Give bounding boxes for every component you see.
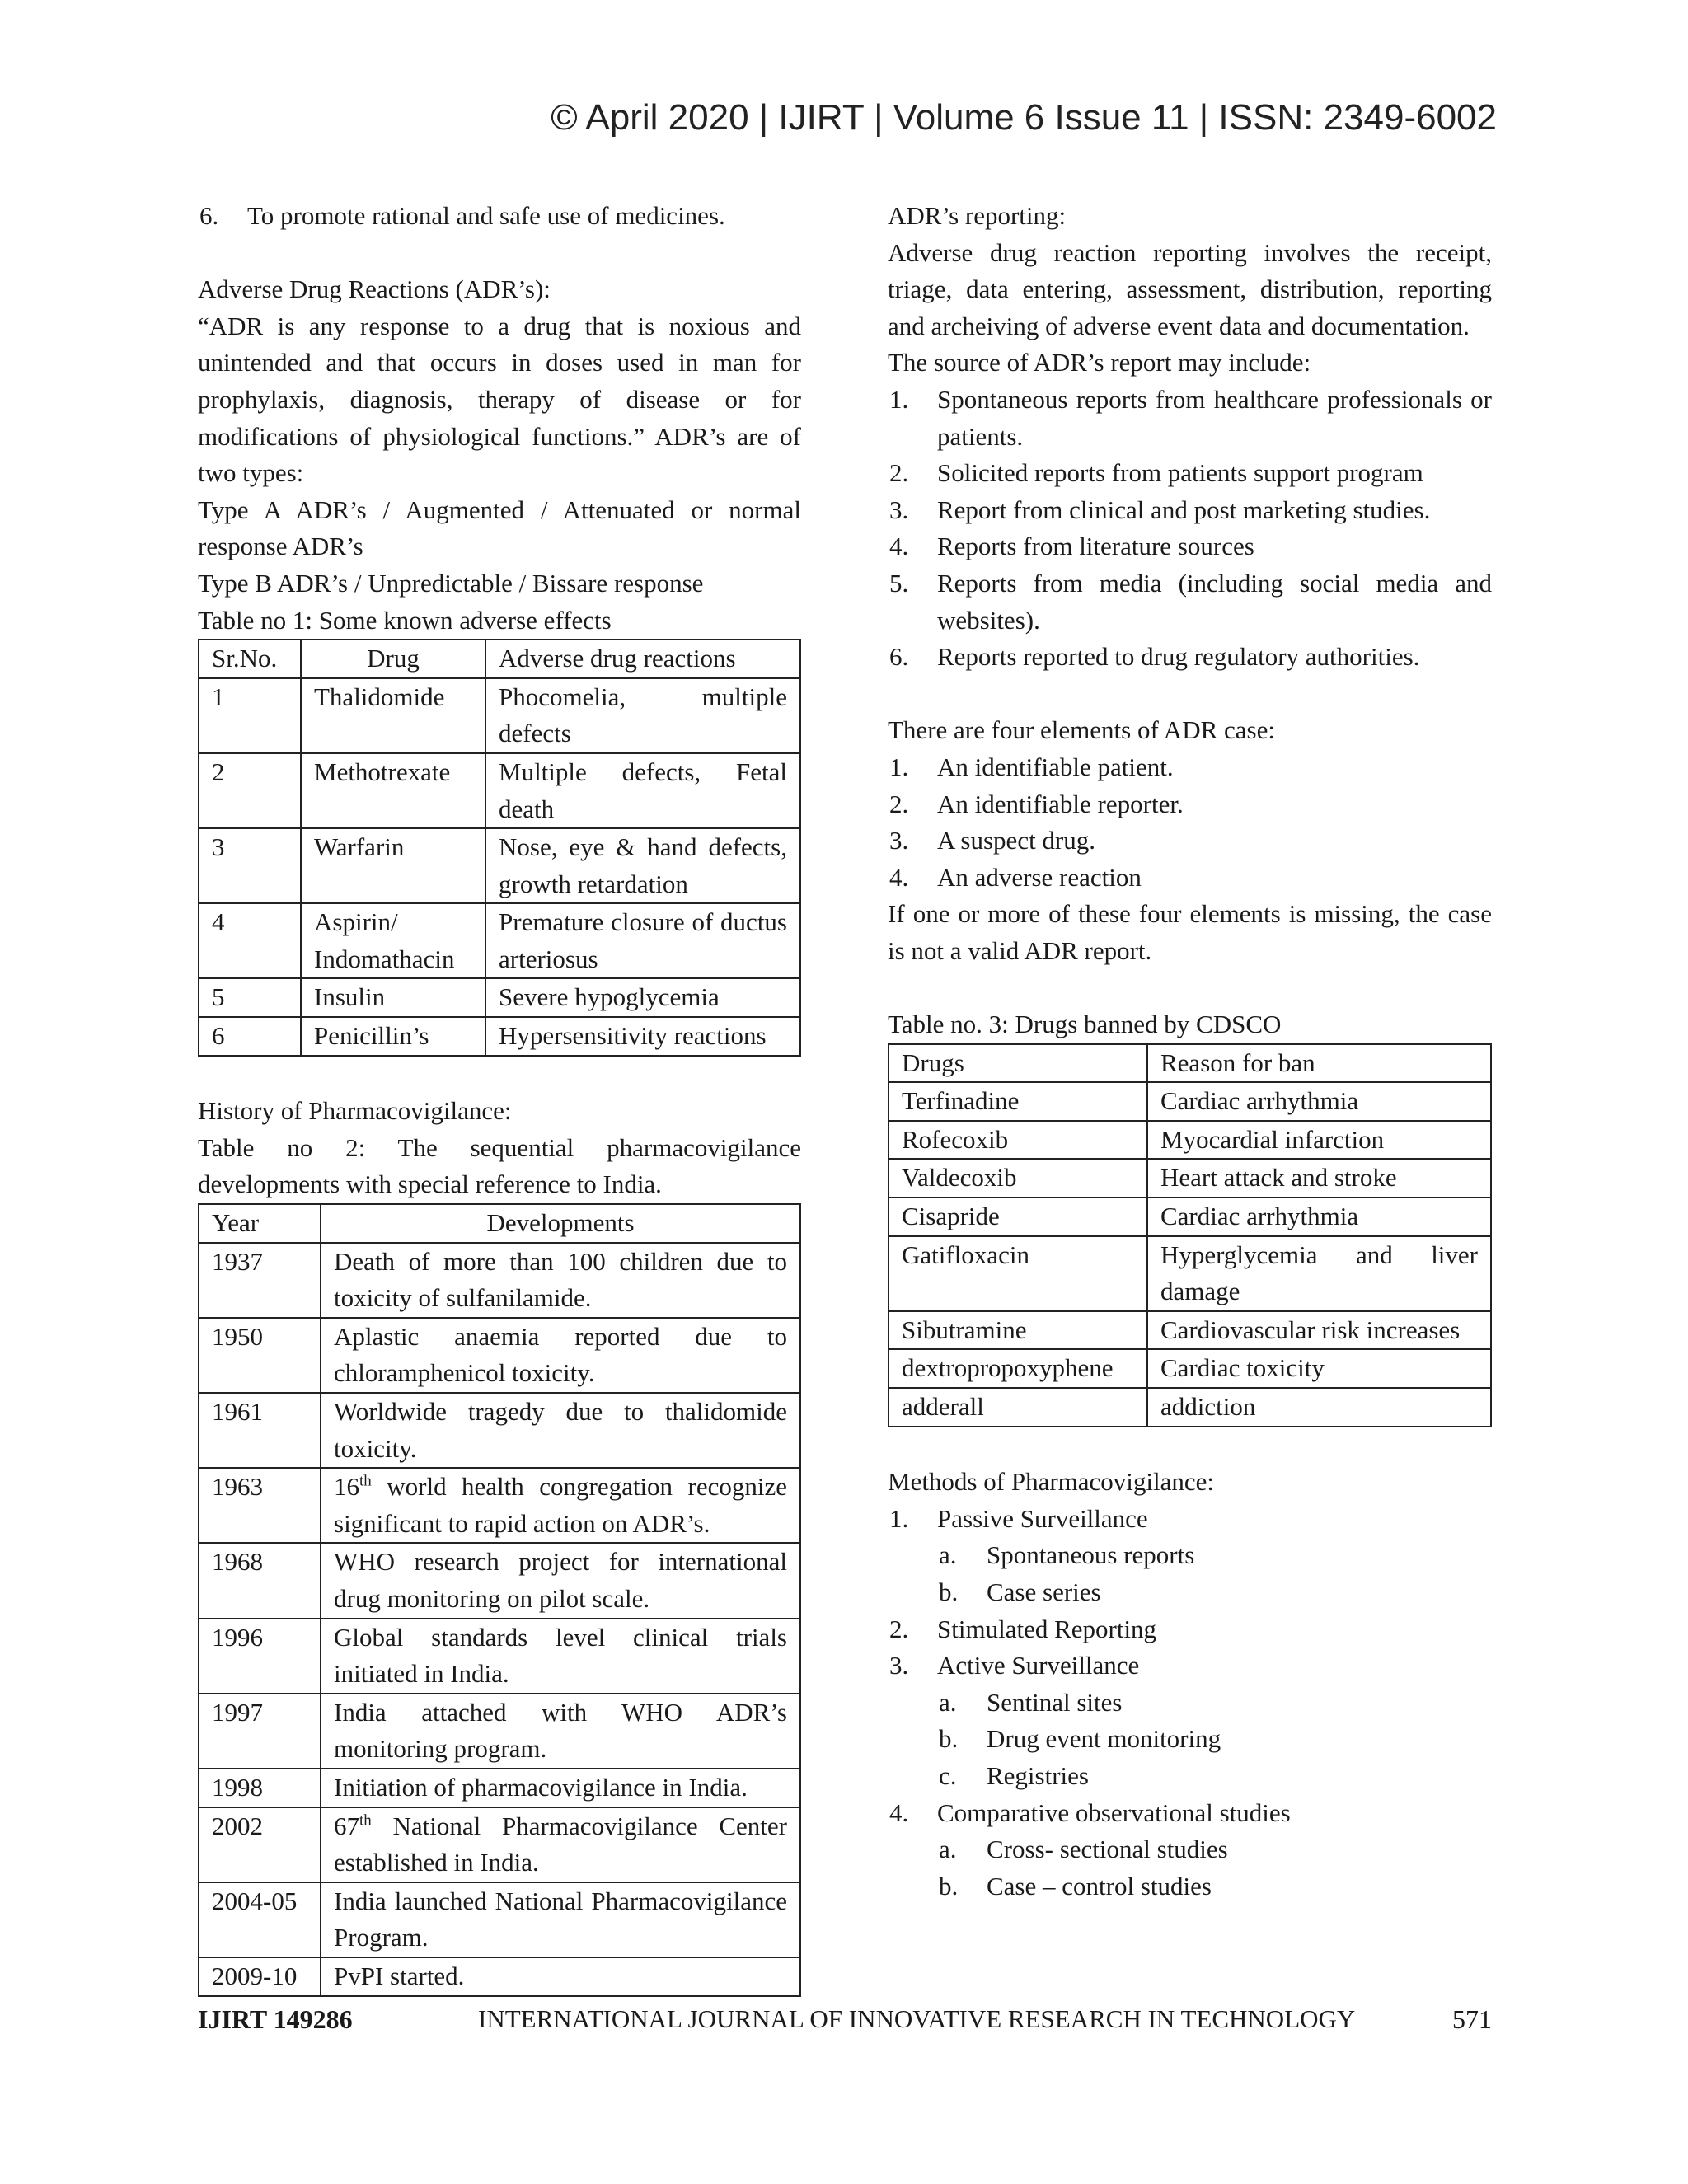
left-column [198, 198, 801, 1997]
list-text: Case series [987, 1577, 1101, 1606]
list-item [888, 1795, 1492, 1832]
list-item [888, 860, 1492, 897]
adr-definition: “ADR is any response to a drug that is noxious and unintended and that occurs in doses used in man for prophylaxis, diagnosis, therapy of disease or for modifications of physiological functions.” ADR’s are of two types: [198, 311, 801, 488]
list-letter: b. [939, 1577, 959, 1606]
list-text: Passive Surveillance [937, 1503, 1148, 1533]
table-cell: 6 [199, 1017, 301, 1056]
table-row [199, 678, 800, 753]
table-cell: 3 [199, 828, 301, 903]
table-cell: Insulin [301, 978, 485, 1017]
list-item [888, 455, 1492, 492]
table-cell: addiction [1147, 1388, 1491, 1427]
table-cell: Cisapride [889, 1197, 1147, 1236]
page-header: © April 2020 | IJIRT | Volume 6 Issue 11 | ISSN: 2349-6002 [551, 97, 1497, 138]
sub-list-item [888, 1685, 1492, 1722]
column-header: Drug [301, 640, 485, 678]
table-cell: Nose, eye & hand defects, growth retardation [485, 828, 800, 903]
table-row [889, 1349, 1491, 1388]
list-letter: a. [939, 1687, 957, 1717]
list-number: 6. [889, 642, 909, 672]
list-number: 3. [889, 494, 909, 524]
section-heading-adr: Adverse Drug Reactions (ADR’s): [198, 274, 551, 304]
table-cell: Severe hypoglycemia [485, 978, 800, 1017]
table-cell: Aplastic anaemia reported due to chloramphenicol toxicity. [321, 1318, 800, 1393]
table-cell: Worldwide tragedy due to thalidomide toxicity. [321, 1393, 800, 1468]
table-cell: India attached with WHO ADR’s monitoring program. [321, 1694, 800, 1769]
table-header-row [199, 1204, 800, 1243]
table-row [199, 1807, 800, 1882]
table-cell: Hyperglycemia and liver damage [1147, 1236, 1491, 1311]
list-item [888, 1611, 1492, 1648]
column-header: Adverse drug reactions [485, 640, 800, 678]
adverse-effects-table [198, 639, 801, 1057]
elements-note: If one or more of these four elements is missing, the case is not a valid ADR report. [888, 899, 1492, 965]
table-cell: 2009-10 [199, 1957, 321, 1996]
elements-intro: There are four elements of ADR case: [888, 715, 1275, 745]
list-item [888, 639, 1492, 676]
list-letter: b. [939, 1724, 959, 1754]
list-number: 1. [889, 384, 909, 414]
table-cell: 1950 [199, 1318, 321, 1393]
list-number: 3. [889, 826, 909, 855]
source-list [888, 382, 1492, 676]
list-number: 3. [889, 1651, 909, 1680]
table-cell: Initiation of pharmacovigilance in India. [321, 1769, 800, 1807]
list-number: 2. [889, 458, 909, 488]
list-number: 6. [199, 201, 219, 230]
list-text: Report from clinical and post marketing studies. [937, 494, 1431, 524]
list-text: Comparative observational studies [937, 1797, 1291, 1827]
list-text: An identifiable reporter. [937, 789, 1184, 818]
table-row [889, 1388, 1491, 1427]
list-text: To promote rational and safe use of medicines. [247, 201, 725, 230]
list-number: 1. [889, 752, 909, 781]
list-text: Active Surveillance [937, 1651, 1140, 1680]
list-item [888, 565, 1492, 639]
adr-type-b: Type B ADR’s / Unpredictable / Bissare response [198, 568, 704, 598]
table-row [199, 1619, 800, 1694]
table-cell: Penicillin’s [301, 1017, 485, 1056]
table-cell: Heart attack and stroke [1147, 1159, 1491, 1197]
table-row [199, 1694, 800, 1769]
page-footer [198, 2004, 1492, 2046]
table-header-row [199, 640, 800, 678]
table-cell: Global standards level clinical trials initiated in India. [321, 1619, 800, 1694]
table-cell [321, 1807, 800, 1882]
paper-code: IJIRT 149286 [198, 2004, 353, 2034]
table-row [889, 1197, 1491, 1236]
list-text: Registries [987, 1760, 1089, 1790]
list-number: 4. [889, 532, 909, 561]
list-number: 4. [889, 1797, 909, 1827]
table-row [199, 1468, 800, 1543]
table-cell: Thalidomide [301, 678, 485, 753]
list-item [888, 382, 1492, 455]
table-cell: Multiple defects, Fetal death [485, 753, 800, 828]
list-number: 1. [889, 1503, 909, 1533]
table-caption: Table no 2: The sequential pharmacovigilance developments with special reference to India. [198, 1132, 801, 1199]
banned-drugs-table [888, 1043, 1492, 1427]
table-cell: 2004-05 [199, 1882, 321, 1957]
sub-list-item [888, 1721, 1492, 1758]
table-cell: Rofecoxib [889, 1121, 1147, 1160]
table-cell: Gatifloxacin [889, 1236, 1147, 1311]
cell-text: National Pharmacovigilance Center established in India. [334, 1811, 787, 1877]
table-cell: Phocomelia, multiple defects [485, 678, 800, 753]
list-item [888, 492, 1492, 529]
methods-list [888, 1501, 1492, 1905]
reporting-text: Adverse drug reaction reporting involves the receipt, triage, data entering, assessment, distribution, reporting and archeiving of adverse event data and documentation. [888, 237, 1492, 340]
table-cell: 1937 [199, 1243, 321, 1318]
table-row [199, 1882, 800, 1957]
list-text: Spontaneous reports from healthcare professionals or patients. [937, 384, 1492, 451]
table-cell: 1996 [199, 1619, 321, 1694]
table-row [199, 753, 800, 828]
table-cell: India launched National Pharmacovigilance Program. [321, 1882, 800, 1957]
superscript: th [359, 1811, 372, 1830]
list-letter: a. [939, 1540, 957, 1570]
cell-text: world health congregation recognize significant to rapid action on ADR’s. [334, 1472, 787, 1538]
table-cell: Myocardial infarction [1147, 1121, 1491, 1160]
page-number: 571 [1452, 2004, 1492, 2034]
table-row [889, 1236, 1491, 1311]
list-text: An identifiable patient. [937, 752, 1174, 781]
table-cell: Cardiac arrhythmia [1147, 1197, 1491, 1236]
column-header: Developments [321, 1204, 800, 1243]
table-cell: Death of more than 100 children due to toxicity of sulfanilamide. [321, 1243, 800, 1318]
list-text: A suspect drug. [937, 826, 1096, 855]
list-number: 4. [889, 862, 909, 892]
journal-name: INTERNATIONAL JOURNAL OF INNOVATIVE RESEARCH IN TECHNOLOGY [478, 2004, 1356, 2033]
list-item [888, 1647, 1492, 1685]
column-header: Sr.No. [199, 640, 301, 678]
list-item [888, 749, 1492, 786]
elements-list [888, 749, 1492, 896]
list-text: An adverse reaction [937, 862, 1142, 892]
list-text: Sentinal sites [987, 1687, 1123, 1717]
table-cell [321, 1468, 800, 1543]
table-row [889, 1311, 1491, 1350]
list-text: Stimulated Reporting [937, 1614, 1157, 1643]
table-row [199, 1017, 800, 1056]
list-text: Solicited reports from patients support program [937, 458, 1423, 488]
table-cell: 1968 [199, 1543, 321, 1618]
table-cell: Aspirin/ Indomathacin [301, 903, 485, 978]
table-cell: Methotrexate [301, 753, 485, 828]
table-cell: Cardiac arrhythmia [1147, 1082, 1491, 1121]
table-cell: 1 [199, 678, 301, 753]
table-cell: WHO research project for international drug monitoring on pilot scale. [321, 1543, 800, 1618]
list-text: Cross- sectional studies [987, 1835, 1228, 1864]
table-cell: Sibutramine [889, 1311, 1147, 1350]
table-cell: 2002 [199, 1807, 321, 1882]
table-header-row [889, 1044, 1491, 1083]
list-text: Spontaneous reports [987, 1540, 1195, 1570]
superscript: th [359, 1472, 372, 1490]
table-cell: 1963 [199, 1468, 321, 1543]
cell-text: 16 [334, 1472, 359, 1502]
table-cell: 1997 [199, 1694, 321, 1769]
table-row [199, 903, 800, 978]
table-cell: 5 [199, 978, 301, 1017]
table-cell: dextropropoxyphene [889, 1349, 1147, 1388]
table-cell: 4 [199, 903, 301, 978]
pharmacovigilance-history-table [198, 1203, 801, 1996]
list-item [888, 786, 1492, 823]
table-cell: adderall [889, 1388, 1147, 1427]
section-heading-methods: Methods of Pharmacovigilance: [888, 1467, 1215, 1497]
table-cell: Valdecoxib [889, 1159, 1147, 1197]
sub-list-item [888, 1574, 1492, 1611]
source-intro: The source of ADR’s report may include: [888, 348, 1311, 377]
table-cell: Cardiovascular risk increases [1147, 1311, 1491, 1350]
table-row [889, 1121, 1491, 1160]
right-column [888, 198, 1492, 1905]
table-cell: 2 [199, 753, 301, 828]
list-item [888, 823, 1492, 860]
table-cell: PvPI started. [321, 1957, 800, 1996]
table-cell: Terfinadine [889, 1082, 1147, 1121]
section-heading-reporting: ADR’s reporting: [888, 201, 1067, 230]
list-item [888, 1501, 1492, 1538]
sub-list-item [888, 1537, 1492, 1574]
table-cell: Premature closure of ductus arteriosus [485, 903, 800, 978]
table-cell: 1998 [199, 1769, 321, 1807]
list-item [888, 528, 1492, 565]
table-row [199, 828, 800, 903]
list-text: Reports from literature sources [937, 532, 1254, 561]
cell-text: 67 [334, 1811, 359, 1840]
table-row [199, 1393, 800, 1468]
table-caption: Table no 1: Some known adverse effects [198, 605, 612, 635]
adr-type-a: Type A ADR’s / Augmented / Attenuated or normal response ADR’s [198, 494, 801, 561]
table-row [199, 1769, 800, 1807]
sub-list-item [888, 1868, 1492, 1905]
table-row [199, 1957, 800, 1996]
column-header: Reason for ban [1147, 1044, 1491, 1083]
table-caption: Table no. 3: Drugs banned by CDSCO [888, 1010, 1282, 1039]
list-text: Drug event monitoring [987, 1724, 1221, 1754]
sub-list-item [888, 1758, 1492, 1795]
table-row [199, 1318, 800, 1393]
sub-list-item [888, 1831, 1492, 1868]
list-number: 2. [889, 1614, 909, 1643]
list-text: Reports reported to drug regulatory authorities. [937, 642, 1420, 672]
table-row [889, 1082, 1491, 1121]
list-item [198, 198, 801, 235]
section-heading-history: History of Pharmacovigilance: [198, 1096, 512, 1126]
table-cell: 1961 [199, 1393, 321, 1468]
table-row [199, 978, 800, 1017]
list-letter: a. [939, 1835, 957, 1864]
list-letter: b. [939, 1871, 959, 1900]
list-number: 2. [889, 789, 909, 818]
list-text: Reports from media (including social media and websites). [937, 568, 1492, 635]
list-letter: c. [939, 1760, 957, 1790]
table-row [199, 1243, 800, 1318]
table-cell: Hypersensitivity reactions [485, 1017, 800, 1056]
table-cell: Cardiac toxicity [1147, 1349, 1491, 1388]
list-number: 5. [889, 568, 909, 598]
table-cell: Warfarin [301, 828, 485, 903]
table-row [889, 1159, 1491, 1197]
table-row [199, 1543, 800, 1618]
column-header: Year [199, 1204, 321, 1243]
column-header: Drugs [889, 1044, 1147, 1083]
list-text: Case – control studies [987, 1871, 1212, 1900]
